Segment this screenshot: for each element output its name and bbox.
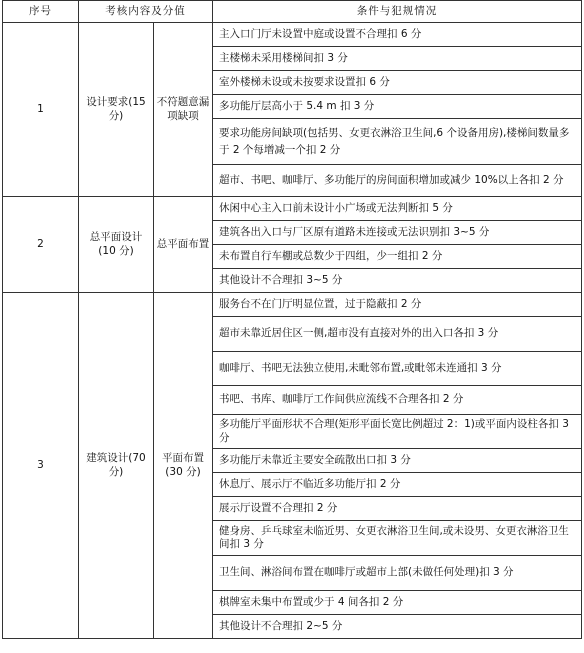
condition-item: 休息厅、展示厅不临近多功能厅扣 2 分 <box>213 473 582 497</box>
table-row <box>3 197 582 221</box>
condition-item: 要求功能房间缺项(包括男、女更衣淋浴卫生间,6 个设备用房),楼梯间数量多于 2 个每增减一个扣 2 分 <box>213 119 582 165</box>
subcategory-line: 项缺项 <box>167 109 199 122</box>
section-subcategory <box>154 23 213 197</box>
condition-item: 主楼梯未采用楼梯间扣 3 分 <box>213 47 582 71</box>
condition-item: 休闲中心主入口前未设计小广场或无法判断扣 5 分 <box>213 197 582 221</box>
section-content <box>79 197 154 293</box>
section-subcategory <box>154 293 213 639</box>
subcategory-line: 不符题意漏 <box>156 96 210 109</box>
table-row <box>3 293 582 317</box>
condition-item: 卫生间、淋浴间布置在咖啡厅或超市上部(未做任何处理)扣 3 分 <box>213 556 582 591</box>
header-seq: 序号 <box>3 1 79 23</box>
section-number: 1 <box>3 23 79 197</box>
condition-item: 建筑各出入口与厂区原有道路未连接或无法识别扣 3~5 分 <box>213 221 582 245</box>
header-conditions: 条件与犯规情况 <box>213 1 582 23</box>
section-number: 2 <box>3 197 79 293</box>
condition-item: 未布置自行车棚或总数少于四组，少一组扣 2 分 <box>213 245 582 269</box>
condition-item: 棋牌室未集中布置或少于 4 间各扣 2 分 <box>213 591 582 615</box>
section-number: 3 <box>3 293 79 639</box>
section-subcategory: 总平面布置 <box>154 197 213 293</box>
condition-item: 多功能厅平面形状不合理(矩形平面长宽比例超过 2：1)或平面内设柱各扣 3 分 <box>213 415 582 449</box>
condition-item: 书吧、书库、咖啡厅工作间供应流线不合理各扣 2 分 <box>213 386 582 415</box>
condition-item: 超市未靠近居住区一侧,超市没有直接对外的出入口各扣 3 分 <box>213 317 582 352</box>
section-content: 建筑设计(70 分) <box>79 293 154 639</box>
condition-item: 咖啡厅、书吧无法独立使用,未毗邻布置,或毗邻未连通扣 3 分 <box>213 352 582 386</box>
condition-item: 服务台不在门厅明显位置，过于隐蔽扣 2 分 <box>213 293 582 317</box>
header-row <box>3 1 582 23</box>
content-line: 总平面设计 <box>89 231 143 244</box>
condition-item: 超市、书吧、咖啡厅、多功能厅的房间面积增加或减少 10%以上各扣 2 分 <box>213 165 582 197</box>
section-content: 设计要求(15分) <box>79 23 154 197</box>
header-content: 考核内容及分值 <box>79 1 213 23</box>
subcategory-line: (30 分) <box>165 465 201 478</box>
condition-item: 多功能厅未靠近主要安全疏散出口扣 3 分 <box>213 449 582 473</box>
scoring-table <box>2 0 582 639</box>
condition-item: 多功能厅层高小于 5.4 m 扣 3 分 <box>213 95 582 119</box>
condition-item: 其他设计不合理扣 3~5 分 <box>213 269 582 293</box>
subcategory-line: 平面布置 <box>162 452 204 465</box>
condition-item: 其他设计不合理扣 2~5 分 <box>213 615 582 639</box>
content-line: (10 分) <box>98 244 134 257</box>
condition-item: 室外楼梯未设或未按要求设置扣 6 分 <box>213 71 582 95</box>
condition-item: 健身房、乒乓球室未临近男、女更衣淋浴卫生间,或未设男、女更衣淋浴卫生间扣 3 分 <box>213 521 582 556</box>
table-row <box>3 23 582 47</box>
condition-item: 主入口门厅未设置中庭或设置不合理扣 6 分 <box>213 23 582 47</box>
condition-item: 展示厅设置不合理扣 2 分 <box>213 497 582 521</box>
